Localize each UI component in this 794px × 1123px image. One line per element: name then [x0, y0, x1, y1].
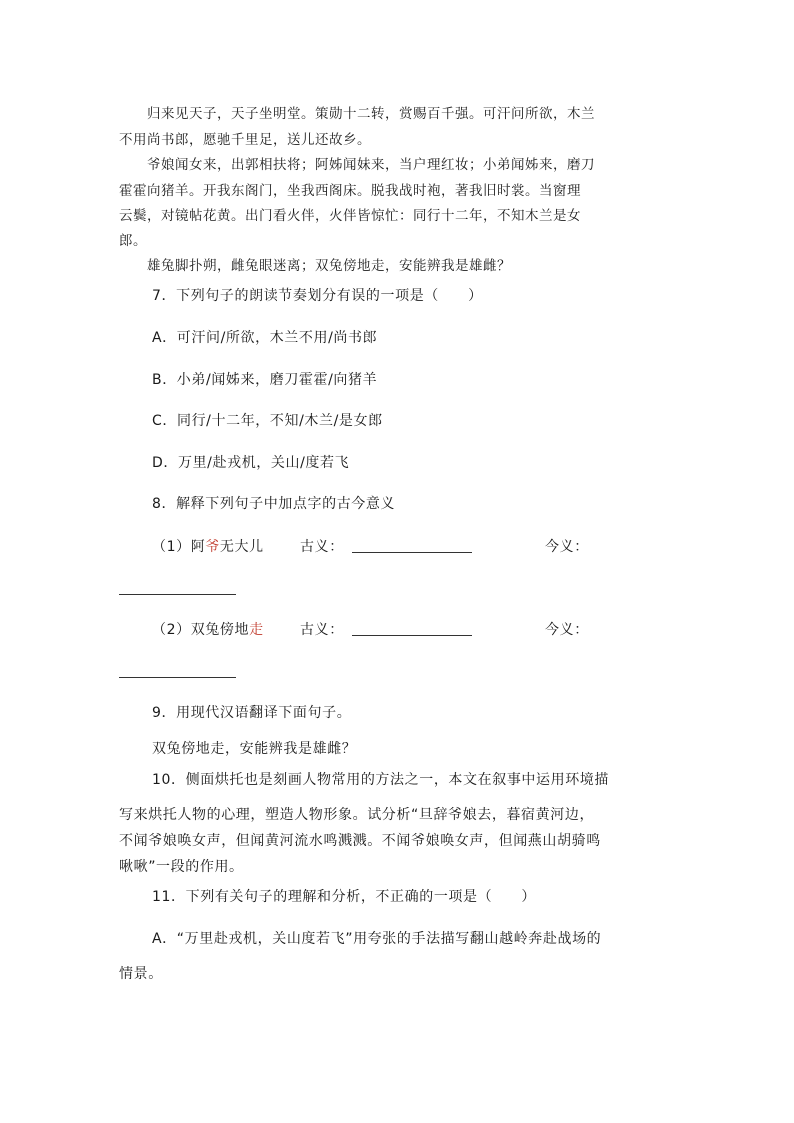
jin-yi-label: 今义： — [545, 539, 589, 555]
jin-yi-label: 今义： — [545, 622, 589, 638]
question-9-sentence: 双兔傍地走，安能辨我是雄雌？ — [152, 741, 357, 757]
question-7-option-c: C．同行/十二年，不知/木兰/是女郎 — [152, 413, 383, 429]
passage-line: 霍霍向猪羊。开我东阁门，坐我西阁床。脱我战时袍，著我旧时裳。当窗理 — [119, 183, 581, 199]
question-7-option-d: D．万里/赴戎机，关山/度若飞 — [152, 455, 350, 471]
item-2-prefix: （2）双兔傍地 — [152, 622, 250, 638]
answer-blank[interactable] — [352, 552, 472, 553]
question-9-stem: 9．用现代汉语翻译下面句子。 — [152, 705, 352, 721]
passage-line: 云鬓，对镜帖花黄。出门看火伴，火伴皆惊忙：同行十二年，不知木兰是女 — [119, 208, 581, 224]
item-1-suffix: 无大儿 — [219, 539, 264, 555]
question-7-option-b: B．小弟/闻姊来，磨刀霍霍/向猪羊 — [152, 372, 378, 388]
answer-blank[interactable] — [119, 677, 236, 678]
passage-line: 归来见天子，天子坐明堂。策勋十二转，赏赐百千强。可汗问所欲，木兰 — [147, 106, 595, 122]
dotted-character: 爷 — [205, 539, 220, 555]
passage-line: 不用尚书郎，愿驰千里足，送儿还故乡。 — [119, 132, 371, 148]
question-11-stem: 11．下列有关句子的理解和分析，不正确的一项是（ ） — [152, 889, 537, 905]
item-1-prefix: （1）阿 — [152, 539, 206, 555]
question-11-option-a: A．“万里赴戎机，关山度若飞”用夸张的手法描写翻山越岭奔赴战场的 — [152, 931, 602, 947]
question-8-item-2 — [152, 620, 264, 640]
question-8-item-1 — [152, 537, 264, 557]
question-10-line: 写来烘托人物的心理，塑造人物形象。试分析“旦辞爷娘去，暮宿黄河边， — [119, 807, 595, 823]
answer-blank[interactable] — [352, 635, 472, 636]
question-11-option-a-cont: 情景。 — [119, 966, 163, 982]
passage-line: 雄兔脚扑朔，雌兔眼迷离；双兔傍地走，安能辨我是雄雌？ — [147, 258, 511, 274]
gu-yi-label: 古义： — [300, 539, 344, 555]
question-10-line: 10．侧面烘托也是刻画人物常用的方法之一，本文在叙事中运用环境描 — [152, 772, 610, 788]
question-7-option-a: A．可汗问/所欲，木兰不用/尚书郎 — [152, 330, 378, 346]
question-10-line: 不闻爷娘唤女声，但闻黄河流水鸣溅溅。不闻爷娘唤女声，但闻燕山胡骑鸣 — [119, 833, 601, 849]
question-10-line: 啾啾”一段的作用。 — [119, 859, 244, 875]
dotted-character: 走 — [249, 622, 264, 638]
gu-yi-label: 古义： — [300, 622, 344, 638]
answer-blank[interactable] — [119, 594, 236, 595]
passage-line: 爷娘闻女来，出郭相扶将；阿姊闻妹来，当户理红妆；小弟闻姊来，磨刀 — [147, 157, 595, 173]
question-8-stem: 8．解释下列句子中加点字的古今意义 — [152, 496, 396, 512]
question-7-stem: 7．下列句子的朗读节奏划分有误的一项是（ ） — [152, 288, 483, 304]
passage-line: 郎。 — [119, 233, 147, 249]
